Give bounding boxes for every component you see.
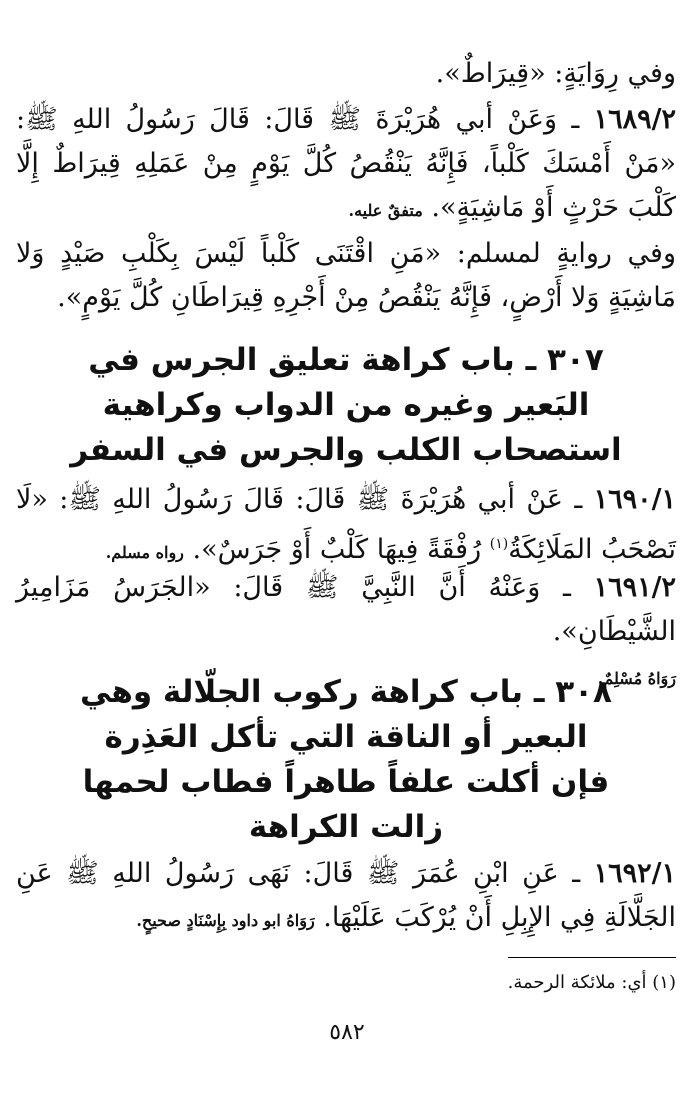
footnote-divider <box>508 957 676 958</box>
narration-text: وفي رِوَايَةٍ: «قِيرَاطٌ». <box>435 58 676 89</box>
chapter-heading-line: ٣٠٨ ـ باب كراهة ركوب الجلّالة وهي <box>80 674 612 710</box>
hadith-1690 <box>16 478 676 575</box>
chapter-heading-line: زالت الكراهة <box>248 809 444 845</box>
hadith-text: ـ عَنْ أبي هُرَيْرَةَ ﷺ قَالَ: قَالَ رَسُولُ اللهِ ﷺ: «لَا تَصْحَبُ المَلَائِكَةُ <box>16 484 676 565</box>
chapter-heading-line: استصحاب الكلب والجرس في السفر <box>70 432 622 468</box>
chapter-heading-line: ٣٠٧ ـ باب كراهة تعليق الجرس في <box>88 342 604 378</box>
hadith-source: رَوَاهُ ابو داود بِإِسْنَادٍ صحيحٍ. <box>136 911 315 930</box>
hadith-1692 <box>16 852 676 943</box>
footnote: (١) أي: ملائكة الرحمة. <box>507 972 676 993</box>
page-number: ٥٨٢ <box>329 1020 365 1045</box>
hadith-number: ١٦٩١/٢ <box>593 572 676 603</box>
hadith-text-cont: رُفْقَةً فِيهَا كَلْبٌ أَوْ جَرَسٌ». <box>192 534 490 565</box>
chapter-heading-line: البَعير وغيره من الدواب وكراهية <box>102 387 590 423</box>
narration-text: وفي روايةٍ لمسلم: «مَنِ اقْتَنَى كَلْباً لَيْسَ بِكَلْبِ صَيْدٍ وَلا مَاشِيَةٍ وَلا أَرْضٍ، فَإِنَّهُ يَنْقُصُ مِنْ أَجْرِهِ قِيرَاطَانِ كُلَّ يَوْمٍ». <box>16 238 676 313</box>
hadith-text: ـ وَعَنْ أبي هُرَيْرَةَ ﷺ قَالَ: قَالَ رَسُولُ اللهِ ﷺ: «مَنْ أَمْسَكَ كَلْباً، فَإِنَّهُ يَنْقُصُ كُلَّ يَوْمٍ مِنْ عَمَلِهِ قِيرَاطٌ إِلَّا كَلْبَ حَرْثٍ أَوْ مَاشِيَةٍ». <box>16 104 676 223</box>
narration-qirat <box>16 52 676 96</box>
hadith-number: ١٦٩٢/١ <box>593 858 676 889</box>
hadith-1689 <box>16 98 676 233</box>
hadith-number: ١٦٨٩/٢ <box>593 104 676 135</box>
hadith-number: ١٦٩٠/١ <box>593 484 676 515</box>
chapter-308-heading <box>16 670 676 850</box>
chapter-heading-line: البعير أو الناقة التي تأكل العَذِرة <box>104 719 588 755</box>
hadith-text: ـ عَنِ ابْنِ عُمَرَ ﷺ قَالَ: نَهَى رَسُولُ اللهِ ﷺ عَنِ الجَلَّالَةِ فِي الإِبِلِ أَنْ يُرْكَبَ عَلَيْهَا. <box>16 858 676 933</box>
narration-muslim <box>16 232 676 320</box>
chapter-307-heading <box>16 338 676 473</box>
footnote-marker: (١) <box>489 536 509 552</box>
hadith-text: ـ وَعَنْهُ أَنَّ النَّبِيَّ ﷺ قَالَ: «الجَرَسُ مَزَامِيرُ الشَّيْطَانِ». <box>16 572 676 647</box>
hadith-source: متفقٌ عليه. <box>348 201 423 220</box>
hadith-source: رَوَاهُ مُسْلِمٌ. <box>597 669 676 688</box>
chapter-heading-line: فإن أكلت علفاً طاهراً فطاب لحمها <box>82 764 610 800</box>
hadith-source: رواه مسلم. <box>105 543 184 562</box>
